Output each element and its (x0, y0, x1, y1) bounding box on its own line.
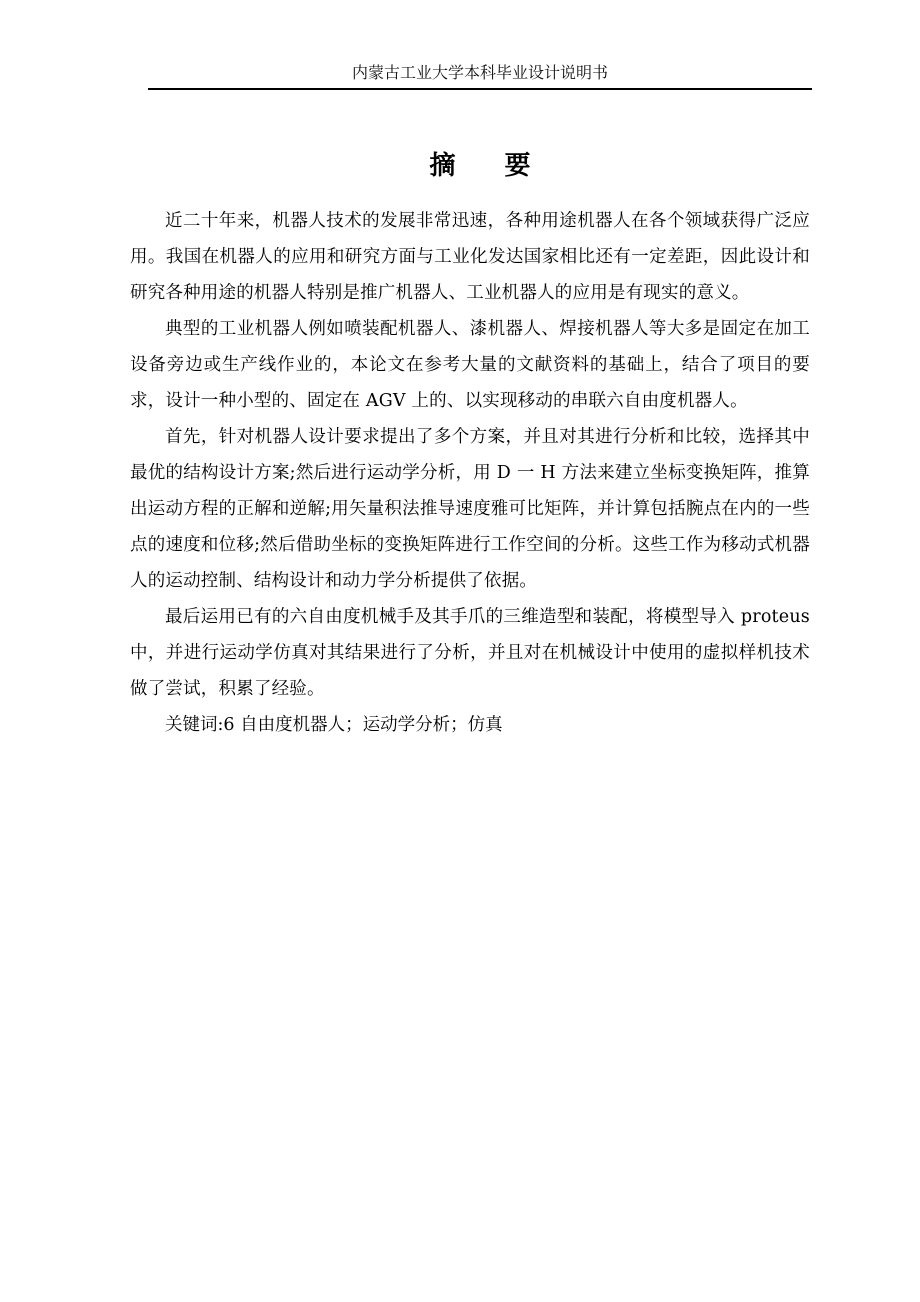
abstract-paragraph-3: 首先，针对机器人设计要求提出了多个方案，并且对其进行分析和比较，选择其中最优的结构设计方案;然后进行运动学分析，用 D 一 H 方法来建立坐标变换矩阵，推算出运动方程的正解和逆解;用矢量积法推导速度雅可比矩阵，并计算包括腕点在内的一些点的速度和位移;然后借助坐标的变换矩阵进行工作空间的分析。这些工作为移动式机器人的运动控制、结构设计和动力学分析提供了依据。 (130, 427, 810, 591)
abstract-paragraph-2: 典型的工业机器人例如喷装配机器人、漆机器人、焊接机器人等大多是固定在加工设备旁边或生产线作业的，本论文在参考大量的文献资料的基础上，结合了项目的要求，设计一种小型的、固定在 AGV 上的、以实现移动的串联六自由度机器人。 (130, 319, 810, 411)
running-header: 内蒙古工业大学本科毕业设计说明书 (351, 63, 608, 82)
abstract-body (130, 203, 810, 743)
abstract-paragraph-4: 最后运用已有的六自由度机械手及其手爪的三维造型和装配，将模型导入 proteus 中，并进行运动学仿真对其结果进行了分析，并且对在机械设计中使用的虚拟样机技术做了尝试，积累了经验。 (130, 607, 810, 699)
keywords-line: 关键词:6 自由度机器人；运动学分析；仿真 (165, 715, 503, 735)
header-divider (148, 88, 812, 90)
page-title: 摘 要 (429, 151, 551, 181)
abstract-paragraph-1: 近二十年来，机器人技术的发展非常迅速，各种用途机器人在各个领域获得广泛应用。我国在机器人的应用和研究方面与工业化发达国家相比还有一定差距，因此设计和研究各种用途的机器人特别是推广机器人、工业机器人的应用是有现实的意义。 (130, 211, 810, 303)
